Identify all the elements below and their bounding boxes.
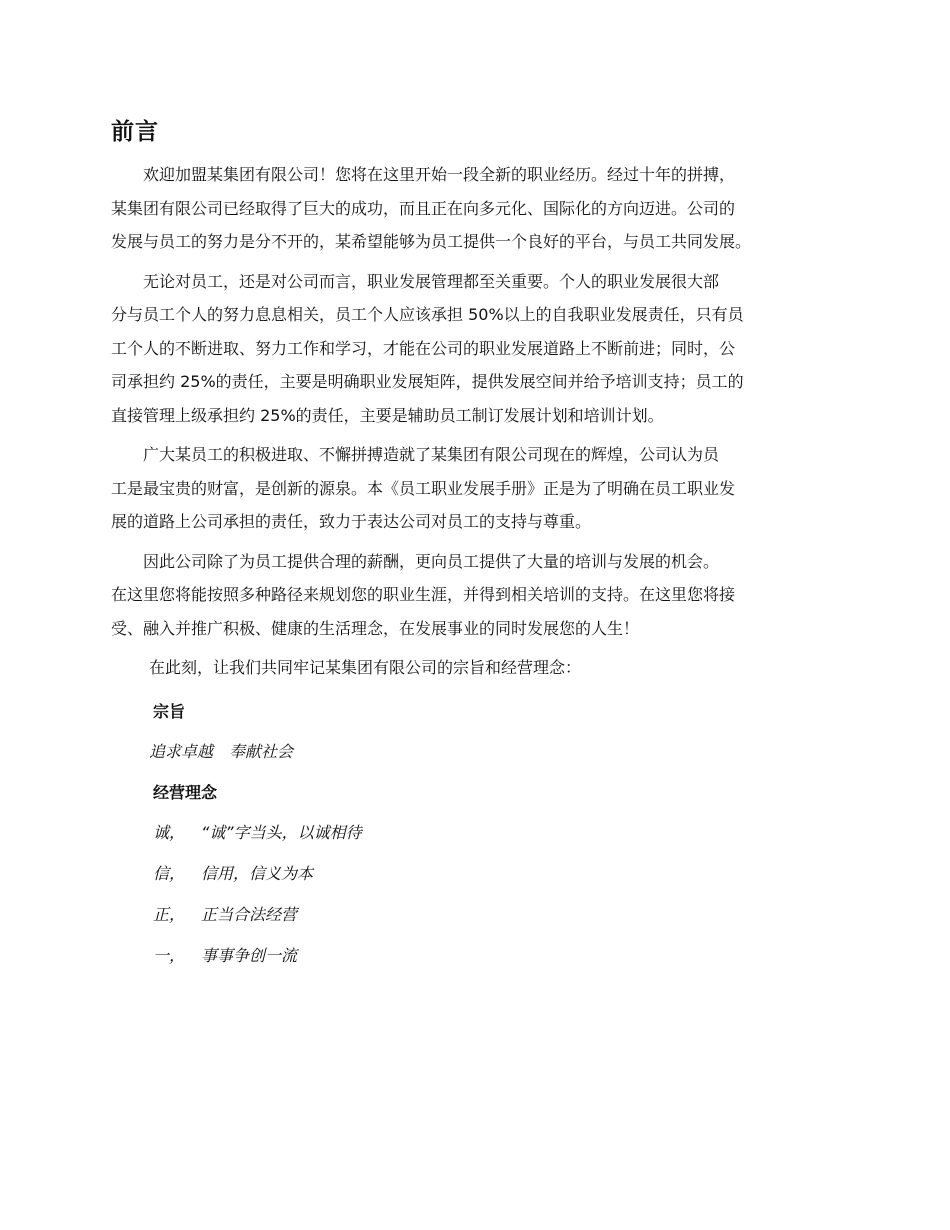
paragraph-handbook-purpose [111, 438, 841, 539]
paragraph-line: 工是最宝贵的财富，是创新的源泉。本《员工职业发展手册》正是为了明确在员工职业发 [111, 478, 736, 498]
page-title: 前言 [111, 119, 159, 145]
paragraph-line: 在这里您将能按照多种路径来规划您的职业生涯，并得到相关培训的支持。在这里您将接 [111, 585, 736, 604]
paragraph-line: 受、融入并推广积极、健康的生活理念，在发展事业的同时发展您的人生！ [111, 618, 640, 638]
philosophy-item-key: 一， [153, 946, 186, 965]
paragraph-line: 无论对员工，还是对公司而言，职业发展管理都至关重要。个人的职业发展很大部 [143, 271, 720, 291]
philosophy-item [111, 939, 841, 973]
paragraph-line: 某集团有限公司已经取得了巨大的成功，而且正在向多元化、国际化的方向迈进。公司的 [111, 198, 736, 218]
philosophy-item [111, 816, 841, 850]
philosophy-item-key: 正， [153, 905, 186, 924]
paragraph-line: 发展与员工的努力是分不开的，某希望能够为员工提供一个良好的平台，与员工共同发展。 [111, 232, 752, 251]
paragraph-line: 分与员工个人的努力息息相关，员工个人应该承担 50%以上的自我职业发展责任，只有员 [111, 305, 744, 324]
philosophy-item [111, 898, 841, 932]
philosophy-item [111, 857, 841, 891]
philosophy-item-text: 正当合法经营 [201, 905, 298, 924]
philosophy-item-key: 信， [153, 864, 186, 883]
paragraph-development-opportunities [111, 545, 841, 646]
paragraph-line: 司承担约 25%的责任，主要是明确职业发展矩阵，提供发展空间并给予培训支持；员工的 [111, 372, 744, 391]
mission-text: 追求卓越 奉献社会 [149, 742, 294, 761]
paragraph-career-responsibility [111, 265, 841, 433]
paragraph-line: 直接管理上级承担约 25%的责任，主要是辅助员工制订发展计划和培训计划。 [111, 405, 664, 425]
paragraph-line: 因此公司除了为员工提供合理的薪酬，更向员工提供了大量的培训与发展的机会。 [143, 551, 720, 571]
paragraph-line: 欢迎加盟某集团有限公司！您将在这里开始一段全新的职业经历。经过十年的拼搏， [143, 165, 736, 184]
philosophy-item-text: 信用，信义为本 [201, 864, 314, 883]
values-intro-text: 在此刻，让我们共同牢记某集团有限公司的宗旨和经营理念： [149, 658, 582, 677]
philosophy-item-text: 事事争创一流 [201, 946, 298, 965]
philosophy-item-key: 诚， [153, 823, 186, 842]
paragraph-line: 展的道路上公司承担的责任，致力于表达公司对员工的支持与尊重。 [111, 512, 592, 531]
paragraph-line: 工个人的不断进取、努力工作和学习，才能在公司的职业发展道路上不断前进；同时，公 [111, 338, 736, 358]
paragraph-line: 广大某员工的积极进取、不懈拼搏造就了某集团有限公司现在的辉煌，公司认为员 [143, 445, 720, 464]
paragraph-welcome [111, 158, 841, 259]
document-content [111, 114, 841, 980]
mission-label: 宗旨 [153, 701, 186, 721]
philosophy-label: 经营理念 [153, 782, 218, 802]
philosophy-item-text: “诚”字当头，以诚相待 [201, 823, 362, 842]
